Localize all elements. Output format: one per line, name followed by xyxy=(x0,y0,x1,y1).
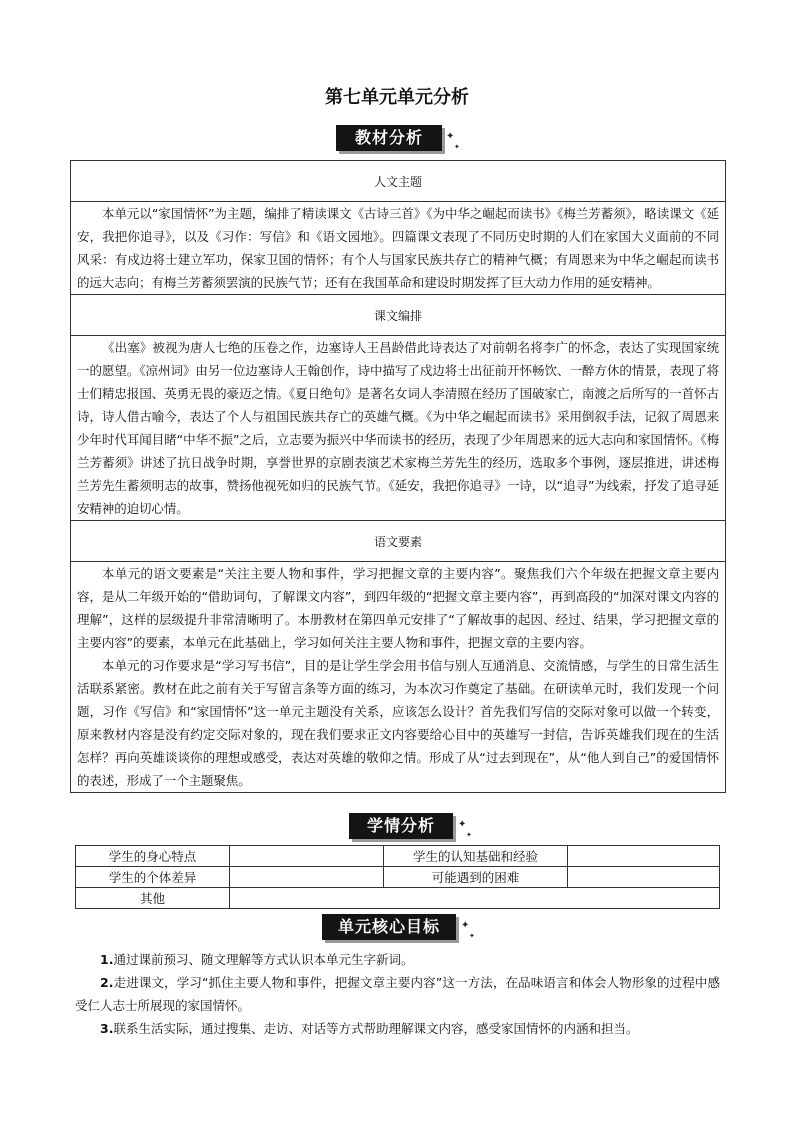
goal-text: 联系生活实际，通过搜集、走访、对话等方式帮助理解课文内容，感受家国情怀的内涵和担当。 xyxy=(113,1021,639,1036)
goal-item xyxy=(75,948,720,971)
goal-item xyxy=(75,971,720,1017)
arrangement-paragraph: 《出塞》被视为唐人七绝的压卷之作，边塞诗人王昌龄借此诗表达了对前朝名将李广的怀念，表达了实现国家统一的愿望。《凉州词》由另一位边塞诗人王翰创作，诗中描写了戍边将士出征前开怀畅饮、一醉方休的情景，表现了将士们精忠报国、英勇无畏的豪迈之情。《夏日绝句》是著名女词人李清照在经历了国破家亡，南渡之后所写的一首怀古诗，诗人借古喻今，表达了个人与祖国民族共存亡的英雄气概。《为中华之崛起而读书》采用倒叙手法，记叙了周恩来少年时代耳闻目睹“中华不振”之后，立志要为振兴中华而读书的经历，表现了少年周恩来的远大志向和家国情怀。《梅兰芳蓄须》讲述了抗日战争时期，享誉世界的京剧表演艺术家梅兰芳先生的经历，选取多个事例，逐层推进，讲述梅兰芳先生蓄须明志的故事，赞扬他视死如归的民族气节。《延安，我把你追寻》一诗，以“追寻”为线索，抒发了追寻延安精神的迫切心情。 xyxy=(77,340,719,516)
cognitive-base-value xyxy=(568,846,720,867)
goal-number: 2. xyxy=(100,975,114,990)
goal-number: 3. xyxy=(100,1021,114,1036)
elements-heading: 语文要素 xyxy=(71,521,726,562)
theme-heading: 人文主题 xyxy=(71,161,726,202)
difficulties-label: 可能遇到的困难 xyxy=(384,867,568,888)
goal-item xyxy=(75,1017,720,1040)
goal-text: 走进课文，学习“抓住主要人物和事件，把握文章主要内容”这一方法，在品味语言和体会人物形象的过程中感受仁人志士所展现的家国情怀。 xyxy=(75,975,720,1013)
sparkle-icon: ✦ xyxy=(466,831,472,839)
theme-body xyxy=(71,202,726,295)
physical-mental-value xyxy=(230,846,384,867)
elements-body xyxy=(71,562,726,793)
section-banner-textbook-analysis: 教材分析 xyxy=(336,125,442,151)
other-label: 其他 xyxy=(76,888,230,909)
other-value xyxy=(230,888,720,909)
goal-number: 1. xyxy=(100,952,114,967)
individual-diff-value xyxy=(230,867,384,888)
elements-paragraph: 本单元的习作要求是“学习写书信”，目的是让学生学会用书信与别人互通消息、交流情感，与学生的日常生活生活联系紧密。教材在此之前有关于写留言条等方面的练习，为本次习作奠定了基础。在研读单元时，我们发现一个问题，习作《写信》和“家国情怀”这一单元主题没有关系，应该怎么设计？首先我们写信的交际对象可以做一个转变，原来教材内容是没有约定交际对象的，现在我们要求正文内容要给心目中的英雄写一封信，告诉英雄我们现在的生活怎样？再向英雄谈谈你的理想或感受，表达对英雄的敬仰之情。形成了从“过去到现在”，从“他人到自己”的爱国情怀的表述，形成了一个主题聚焦。 xyxy=(77,658,719,788)
elements-paragraph: 本单元的语文要素是“关注主要人物和事件，学习把握文章的主要内容”。聚焦我们六个年级在把握文章主要内容，是从二年级开始的“借助词句，了解课文内容”，到四年级的“把握文章主要内容”，再到高段的“加深对课文内容的理解”，这样的层级提升非常清晰明了。本册教材在第四单元安排了“了解故事的起因、经过、结果，学习把握文章的主要内容”的要素，本单元在此基础上，学习如何关注主要人物和事件，把握文章的主要内容。 xyxy=(77,566,719,650)
sparkle-icon: ✦ xyxy=(446,131,455,142)
page-title: 第七单元单元分析 xyxy=(325,87,469,108)
sparkle-icon: ✦ xyxy=(458,819,467,830)
individual-diff-label: 学生的个体差异 xyxy=(76,867,230,888)
arrangement-body xyxy=(71,336,726,521)
theme-paragraph: 本单元以“家国情怀”为主题，编排了精读课文《古诗三首》《为中华之崛起而读书》《梅兰芳蓄须》，略读课文《延安，我把你追寻》，以及《习作：写信》和《语文园地》。四篇课文表现了不同历史时期的人们在家国大义面前的不同风采：有戍边将士建立军功，保家卫国的情怀；有个人与国家民族共存亡的精神气概；有周恩来为中华之崛起而读书的远大志向；有梅兰芳蓄须罢演的民族气节；还有在我国革命和建设时期发挥了巨大动力作用的延安精神。 xyxy=(77,206,719,290)
student-analysis-table xyxy=(75,845,720,909)
cognitive-base-label: 学生的认知基础和经验 xyxy=(384,846,568,867)
section-banner-core-goals: 单元核心目标 xyxy=(322,914,456,940)
physical-mental-label: 学生的身心特点 xyxy=(76,846,230,867)
arrangement-heading: 课文编排 xyxy=(71,295,726,336)
sparkle-icon: ✦ xyxy=(454,143,460,151)
sparkle-icon: ✦ xyxy=(469,932,475,940)
sparkle-icon: ✦ xyxy=(461,920,470,931)
section-banner-student-analysis: 学情分析 xyxy=(349,813,453,839)
goal-text: 通过课前预习、随文理解等方式认识本单元生字新词。 xyxy=(113,952,414,967)
difficulties-value xyxy=(568,867,720,888)
core-goals-list xyxy=(75,948,720,1040)
textbook-analysis-table xyxy=(70,160,726,793)
